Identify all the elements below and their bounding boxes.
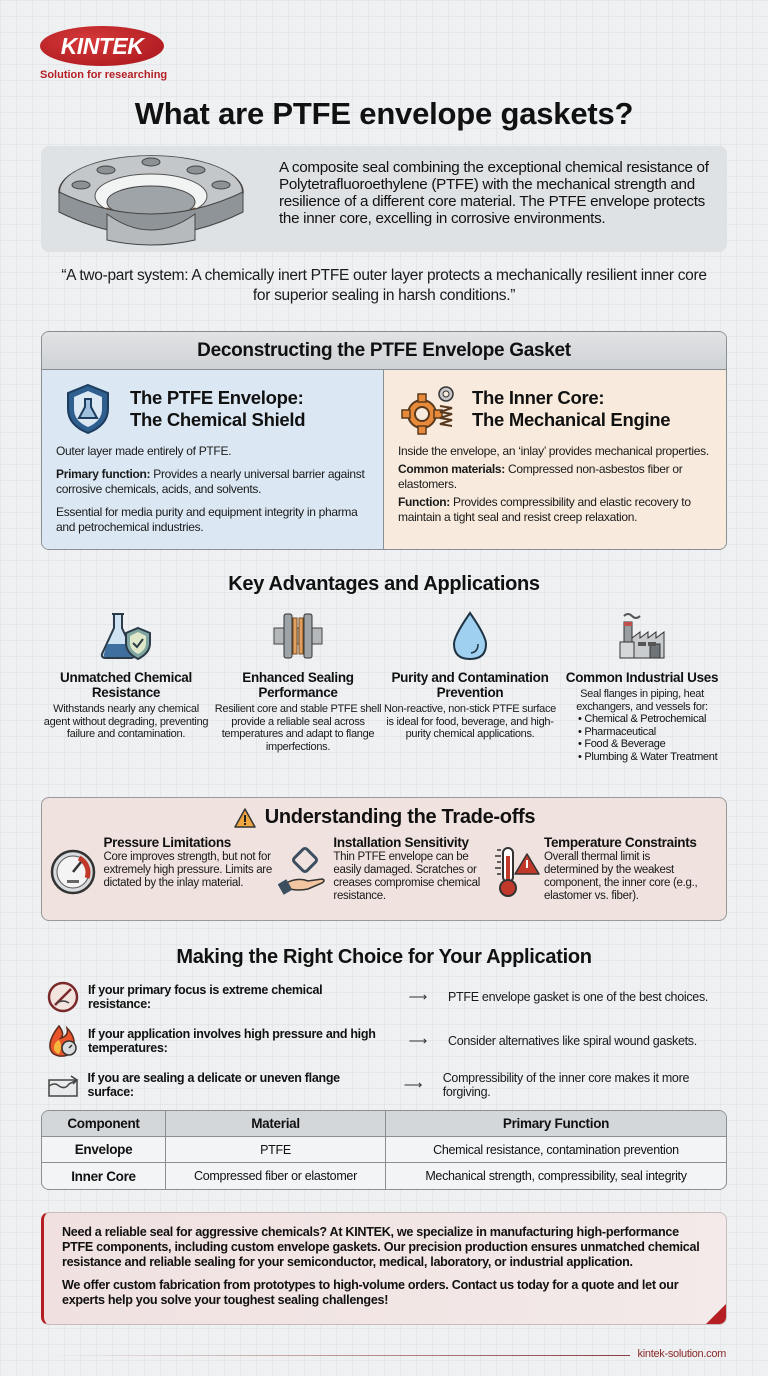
choice-result: Compressibility of the inner core makes it more forgiving. xyxy=(442,1071,690,1099)
advantage-text: Seal flanges in piping, heat exchangers, and vessels for: xyxy=(576,688,708,713)
deconstruct-title: Deconstructing the PTFE Envelope Gasket xyxy=(42,332,726,370)
advantage-title: Common Industrial Uses xyxy=(565,670,719,685)
column-header: Component xyxy=(42,1111,165,1137)
core-title-line1: The Inner Core: xyxy=(472,387,605,408)
deconstruct-panel xyxy=(41,331,727,550)
advantage-text: Withstands nearly any chemical agent without degrading, preventing failure and contamination. xyxy=(43,703,209,740)
table-cell: Compressed fiber or elastomer xyxy=(165,1163,385,1189)
warning-icon xyxy=(233,807,257,829)
envelope-p2-text: Provides a nearly universal barrier against corrosive chemicals, acids, and solvents. xyxy=(56,467,365,496)
component-table xyxy=(41,1110,727,1190)
tradeoff-title: Temperature Constraints xyxy=(544,835,697,850)
envelope-p2-label: Primary function: xyxy=(56,467,151,481)
advantage-title: Purity and Contamination Prevention xyxy=(391,670,549,700)
footer-divider xyxy=(50,1355,630,1356)
advantage-text: Non-reactive, non-stick PTFE surface is ideal for food, beverage, and high-purity chemical applications. xyxy=(384,703,556,740)
table-cell: Chemical resistance, contamination prevention xyxy=(385,1137,726,1163)
choice-row xyxy=(46,1019,736,1063)
choice-row xyxy=(46,975,736,1019)
intro-box xyxy=(41,146,727,252)
advantage-title: Enhanced Sealing Performance xyxy=(242,670,354,700)
core-title-line2: The Mechanical Engine xyxy=(472,409,671,430)
cta-paragraph-2: We offer custom fabrication from prototypes to high-volume orders. Contact us today for a quote and let our experts help you solve your toughest sealing challenges! xyxy=(62,1278,679,1307)
call-to-action-box xyxy=(41,1212,727,1325)
water-drop-icon xyxy=(384,606,556,662)
tradeoff-text: Thin PTFE envelope can be easily damaged. Scratches or creases compromise chemical resistance. xyxy=(333,851,480,902)
envelope-column xyxy=(42,370,384,549)
industries-list xyxy=(556,713,728,763)
tradeoff-item xyxy=(272,835,482,903)
flask-shield-icon xyxy=(40,606,212,662)
summary-quote: “A two-part system: A chemically inert PTFE outer layer protects a mechanically resilient inner core for superior sealing in harsh conditions.” xyxy=(61,267,707,304)
column-header: Primary Function xyxy=(385,1111,726,1137)
cutaway-flange-icon xyxy=(51,150,251,248)
envelope-title-line2: The Chemical Shield xyxy=(130,409,306,430)
industry-item: • Food & Beverage xyxy=(578,738,728,751)
industry-item: • Chemical & Petrochemical xyxy=(578,713,728,726)
page-title: What are PTFE envelope gaskets? xyxy=(134,96,634,131)
advantage-text: Resilient core and stable PTFE shell provide a reliable seal across temperatures and adapt to flange imperfections. xyxy=(214,703,382,753)
tradeoff-text: Overall thermal limit is determined by the weakest component, the inner core (e.g., elastomer vs. fiber). xyxy=(544,851,698,902)
choice-result: Consider alternatives like spiral wound gaskets. xyxy=(448,1034,697,1048)
tradeoff-item xyxy=(42,835,272,903)
envelope-p3: Essential for media purity and equipment integrity in pharma and petrochemical industries. xyxy=(56,505,358,534)
core-p2-label: Common materials: xyxy=(398,462,505,476)
envelope-title-line1: The PTFE Envelope: xyxy=(130,387,304,408)
core-p2-text: Compressed non-asbestos fiber or elastomers. xyxy=(398,462,683,491)
gears-spring-icon xyxy=(398,381,462,437)
core-p3-label: Function: xyxy=(398,495,450,509)
intro-text: A composite seal combining the exceptional chemical resistance of Polytetrafluoroethylene (PTFE) with the mechanical strength and resilience of a different core material. The PTFE envelope protects the inner core, excelling in corrosive environments. xyxy=(279,159,709,227)
arrow-right-icon: ⟶ xyxy=(403,1077,423,1092)
table-row xyxy=(42,1163,726,1189)
factory-icon xyxy=(556,606,728,662)
logo-mark: KINTEK xyxy=(40,26,164,66)
choice-list xyxy=(46,975,736,1107)
tradeoff-title: Pressure Limitations xyxy=(103,835,232,850)
table-cell: Envelope xyxy=(42,1137,165,1163)
advantage-item xyxy=(384,606,556,763)
no-chemical-icon xyxy=(46,980,80,1014)
website-link[interactable]: kintek-solution.com xyxy=(637,1348,726,1360)
advantages-title: Key Advantages and Applications xyxy=(228,573,540,595)
flange-joint-icon xyxy=(212,606,384,662)
tradeoff-text: Core improves strength, but not for extremely high pressure. Limits are dictated by the inlay material. xyxy=(103,851,272,889)
choice-result: PTFE envelope gasket is one of the best choices. xyxy=(448,990,709,1004)
core-p3-text: Provides compressibility and elastic recovery to maintain a tight seal and resist creep relaxation. xyxy=(398,495,691,524)
logo-tagline: Solution for researching xyxy=(40,69,168,81)
hand-gasket-icon xyxy=(272,841,333,903)
core-column xyxy=(384,370,726,549)
advantage-item xyxy=(212,606,384,763)
advantage-item xyxy=(556,606,728,763)
choice-condition: If your application involves high pressure and high temperatures: xyxy=(88,1027,376,1055)
tradeoff-item xyxy=(482,835,722,903)
cta-paragraph-1: Need a reliable seal for aggressive chemicals? At KINTEK, we specialize in manufacturing high-performance PTFE components, including custom envelope gaskets. Our precision production ensures unmatched chemical resistance and reliable sealing for your semiconductor, medical, laboratory, or industrial application. xyxy=(62,1225,700,1269)
tradeoffs-title: Understanding the Trade-offs xyxy=(264,806,536,828)
core-p1: Inside the envelope, an ‘inlay’ provides mechanical properties. xyxy=(398,444,709,458)
choice-title: Making the Right Choice for Your Application xyxy=(176,946,592,968)
table-cell: Inner Core xyxy=(71,1168,136,1184)
advantage-title: Unmatched Chemical Resistance xyxy=(60,670,192,700)
choice-row xyxy=(46,1063,736,1107)
fire-gauge-icon xyxy=(46,1024,80,1058)
thermometer-warning-icon xyxy=(482,841,544,903)
arrow-right-icon: ⟶ xyxy=(408,1033,428,1048)
envelope-p1: Outer layer made entirely of PTFE. xyxy=(56,444,232,458)
uneven-surface-icon xyxy=(46,1068,80,1102)
industry-item: • Pharmaceutical xyxy=(578,726,728,739)
tradeoffs-panel xyxy=(41,797,727,921)
pressure-gauge-icon xyxy=(42,841,103,903)
industry-item: • Plumbing & Water Treatment xyxy=(578,751,728,764)
arrow-right-icon: ⟶ xyxy=(408,989,428,1004)
shield-flask-icon xyxy=(56,381,120,437)
choice-condition: If you are sealing a delicate or uneven flange surface: xyxy=(87,1071,340,1099)
table-cell: Mechanical strength, compressibility, seal integrity xyxy=(385,1163,726,1189)
tradeoff-title: Installation Sensitivity xyxy=(333,835,469,850)
table-cell: PTFE xyxy=(165,1137,385,1163)
choice-condition: If your primary focus is extreme chemical resistance: xyxy=(88,983,323,1011)
column-header: Material xyxy=(165,1111,385,1137)
advantage-item xyxy=(40,606,212,763)
advantages-grid xyxy=(40,606,730,763)
table-row xyxy=(42,1137,726,1163)
kintek-logo[interactable] xyxy=(40,26,167,81)
